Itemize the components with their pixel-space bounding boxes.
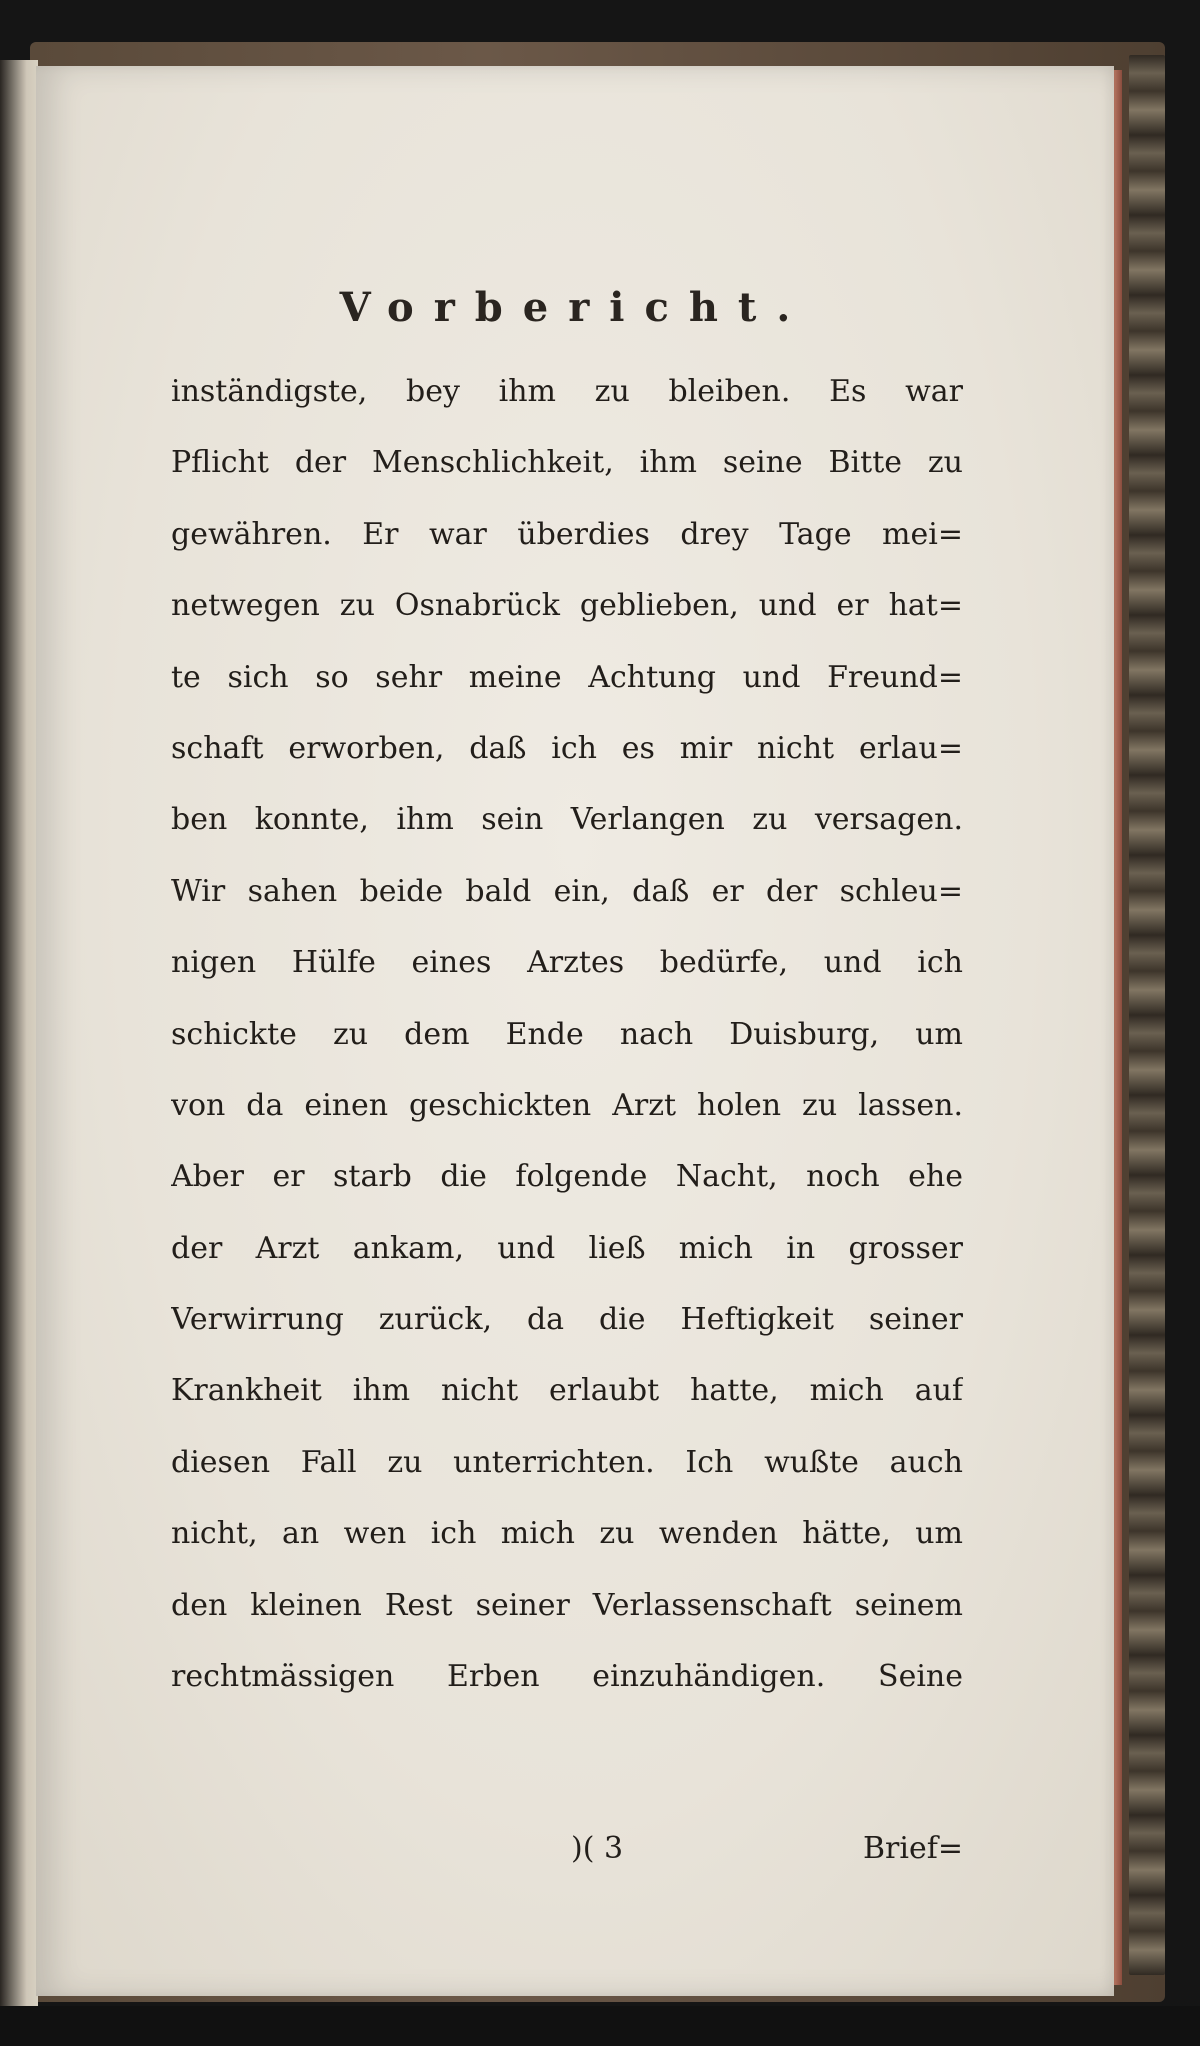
text-line: netwegen zu Osnabrück geblieben, und er hat= — [171, 588, 963, 624]
text-line: ben konnte, ihm sein Verlangen zu versagen. — [171, 802, 963, 838]
page-footer — [171, 1814, 963, 1884]
text-line: Aber er starb die folgende Nacht, noch ehe — [171, 1159, 963, 1195]
left-page-edge — [0, 60, 38, 2020]
text-line: Verwirrung zurück, da die Heftigkeit seiner — [171, 1302, 963, 1338]
text-line: Wir sahen beide bald ein, daß er der schleu= — [171, 873, 963, 909]
book-page — [36, 66, 1114, 1996]
text-line: nicht, an wen ich mich zu wenden hätte, um — [171, 1516, 963, 1552]
signature-mark: )( 3 — [571, 1831, 624, 1866]
text-line: schickte zu dem Ende nach Duisburg, um — [171, 1016, 963, 1052]
marbled-cover-edge — [1129, 55, 1165, 1975]
text-line: den kleinen Rest seiner Verlassenschaft seinem — [171, 1587, 963, 1623]
text-line: der Arzt ankam, und ließ mich in grosser — [171, 1230, 963, 1266]
text-line: rechtmässigen Erben einzuhändigen. Seine — [171, 1659, 963, 1695]
catchword: Brief= — [863, 1831, 963, 1866]
page-body-text — [171, 356, 963, 1712]
text-line: nigen Hülfe eines Arztes bedürfe, und ich — [171, 945, 963, 981]
running-head: Vorbericht. — [339, 284, 811, 331]
text-line: Pflicht der Menschlichkeit, ihm seine Bitte zu — [171, 445, 963, 481]
text-line: diesen Fall zu unterrichten. Ich wußte auch — [171, 1444, 963, 1480]
text-line: schaft erworben, daß ich es mir nicht erlau= — [171, 730, 963, 766]
background-shadow — [0, 2006, 1200, 2046]
text-line: Krankheit ihm nicht erlaubt hatte, mich auf — [171, 1373, 963, 1409]
text-line: von da einen geschickten Arzt holen zu lassen. — [171, 1087, 963, 1123]
text-line: te sich so sehr meine Achtung und Freund= — [171, 659, 963, 695]
text-line: inständigste, bey ihm zu bleiben. Es war — [171, 374, 963, 409]
text-line: gewähren. Er war überdies drey Tage mei= — [171, 516, 963, 552]
